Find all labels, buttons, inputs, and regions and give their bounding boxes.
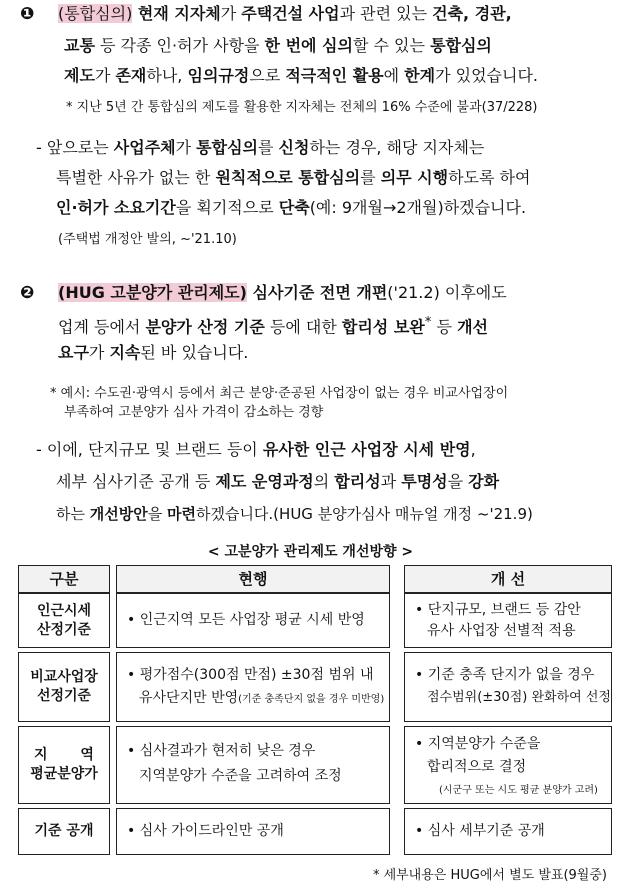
section-2-dash-line-2: 세부 심사기준 공개 등 제도 운영과정의 합리성과 투명성을 강화 [56, 472, 500, 491]
row-4-improved-line-1: • 심사 세부기준 공개 [415, 823, 545, 839]
table-row-3-improved [404, 726, 612, 804]
header-improved: 개 선 [404, 565, 612, 593]
row-3-current-line-2: 지역분양가 수준을 고려하여 조정 [139, 768, 342, 784]
section-2-line-2: 업계 등에서 분양가 산정 기준 등에 대한 합리성 보완* 등 개선 [58, 315, 488, 337]
row-1-current-line-1: • 인근지역 모든 사업장 평균 시세 반영 [127, 612, 365, 628]
header-current: 현행 [116, 565, 390, 593]
row-2-improved-line-2: 점수범위(±30점) 완화하여 선정 [427, 690, 611, 705]
section-1-dash-line-1: - 앞으로는 사업주체가 통합심의를 신청하는 경우, 해당 지자체는 [36, 138, 485, 157]
table-row-4-improved [404, 808, 612, 855]
section-2-line-1: (HUG 고분양가 관리제도) 심사기준 전면 개편('21.2) 이후에도 [58, 283, 507, 302]
row-1-improved-line-1: • 단지규모, 브랜드 등 감안 [415, 602, 581, 618]
section-1-dash-line-2: 특별한 사유가 없는 한 원칙적으로 통합심의를 의무 시행하도록 하여 [56, 168, 531, 187]
table-row-3-current [116, 726, 390, 804]
table-row-1-improved [404, 593, 612, 648]
section-1-dash-line-3: 인·허가 소요기간을 획기적으로 단축(예: 9개월→2개월)하겠습니다. [56, 198, 527, 217]
row-2-label-line-2: 선정기준 [36, 688, 92, 704]
row-3-label-line-2: 평균분양가 [30, 766, 98, 782]
footnote: * 세부내용은 HUG에서 별도 발표(9월중) [372, 868, 607, 883]
header-category: 구분 [18, 565, 110, 593]
table-row-2-label [18, 652, 110, 722]
section-2-dash-line-3: 하는 개선방안을 마련하겠습니다.(HUG 분양가심사 매뉴얼 개정 ~'21.9) [56, 505, 533, 523]
section-1-line-3: 제도가 존재하나, 임의규정으로 적극적인 활용에 한계가 있었습니다. [64, 66, 539, 85]
section-1-amendment: (주택법 개정안 발의, ~'21.10) [58, 232, 237, 247]
section-2-number: ❷ [20, 283, 35, 303]
section-2-dash-line-1: - 이에, 단지규모 및 브랜드 등이 유사한 인근 사업장 시세 반영, [36, 440, 476, 459]
section-1-number: ❶ [20, 4, 35, 24]
row-3-improved-line-2: 합리적으로 결정 [427, 759, 527, 775]
row-3-improved-line-3: (시군구 또는 시도 평균 분양가 고려) [439, 785, 598, 796]
row-4-current-line-1: • 심사 가이드라인만 공개 [127, 823, 284, 839]
table-title: < 고분양가 관리제도 개선방향 > [207, 544, 414, 560]
row-3-current-line-1: • 심사결과가 현저히 낮은 경우 [127, 743, 316, 759]
row-1-label-line-1: 인근시세 [36, 603, 92, 619]
row-3-improved-line-1: • 지역분양가 수준을 [415, 736, 541, 752]
row-2-label-line-1: 비교사업장 [30, 669, 98, 685]
section-2-line-3: 요구가 지속된 바 있습니다. [58, 343, 249, 362]
row-4-label-line-1: 기준 공개 [34, 823, 94, 839]
row-2-current-line-1: • 평가점수(300점 만점) ±30점 범위 내 [127, 667, 374, 683]
table-row-2-current [116, 652, 390, 722]
table-row-3-label [18, 726, 110, 804]
row-1-improved-line-2: 유사 사업장 선별적 적용 [427, 623, 576, 639]
table-row-4-label [18, 808, 110, 855]
row-1-label-line-2: 산정기준 [36, 622, 92, 638]
section-2-footnote-line-1: * 예시: 수도권·광역시 등에서 최근 분양·준공된 사업장이 없는 경우 비교사업장이 [50, 386, 509, 401]
row-2-current-line-2: 유사단지만 반영(기준 충족단지 없을 경우 미반영) [139, 690, 385, 706]
table-row-4-current [116, 808, 390, 855]
section-1-line-1: (통합심의) 현재 지자체가 주택건설 사업과 관련 있는 건축, 경관, [58, 4, 512, 23]
section-1-footnote: * 지난 5년 간 통합심의 제도를 활용한 지자체는 전체의 16% 수준에 불과(37/228) [66, 100, 538, 115]
section-1-line-2: 교통 등 각종 인·허가 사항을 한 번에 심의할 수 있는 통합심의 [64, 36, 492, 55]
row-2-improved-line-1: • 기준 충족 단지가 없을 경우 [415, 667, 595, 683]
table-row-1-current [116, 593, 390, 648]
table-row-2-improved [404, 652, 612, 722]
section-2-footnote-line-2: 부족하여 고분양가 심사 가격이 감소하는 경향 [64, 405, 324, 420]
row-3-label-line-1: 지 역 [34, 747, 94, 763]
table-row-1-label [18, 593, 110, 648]
